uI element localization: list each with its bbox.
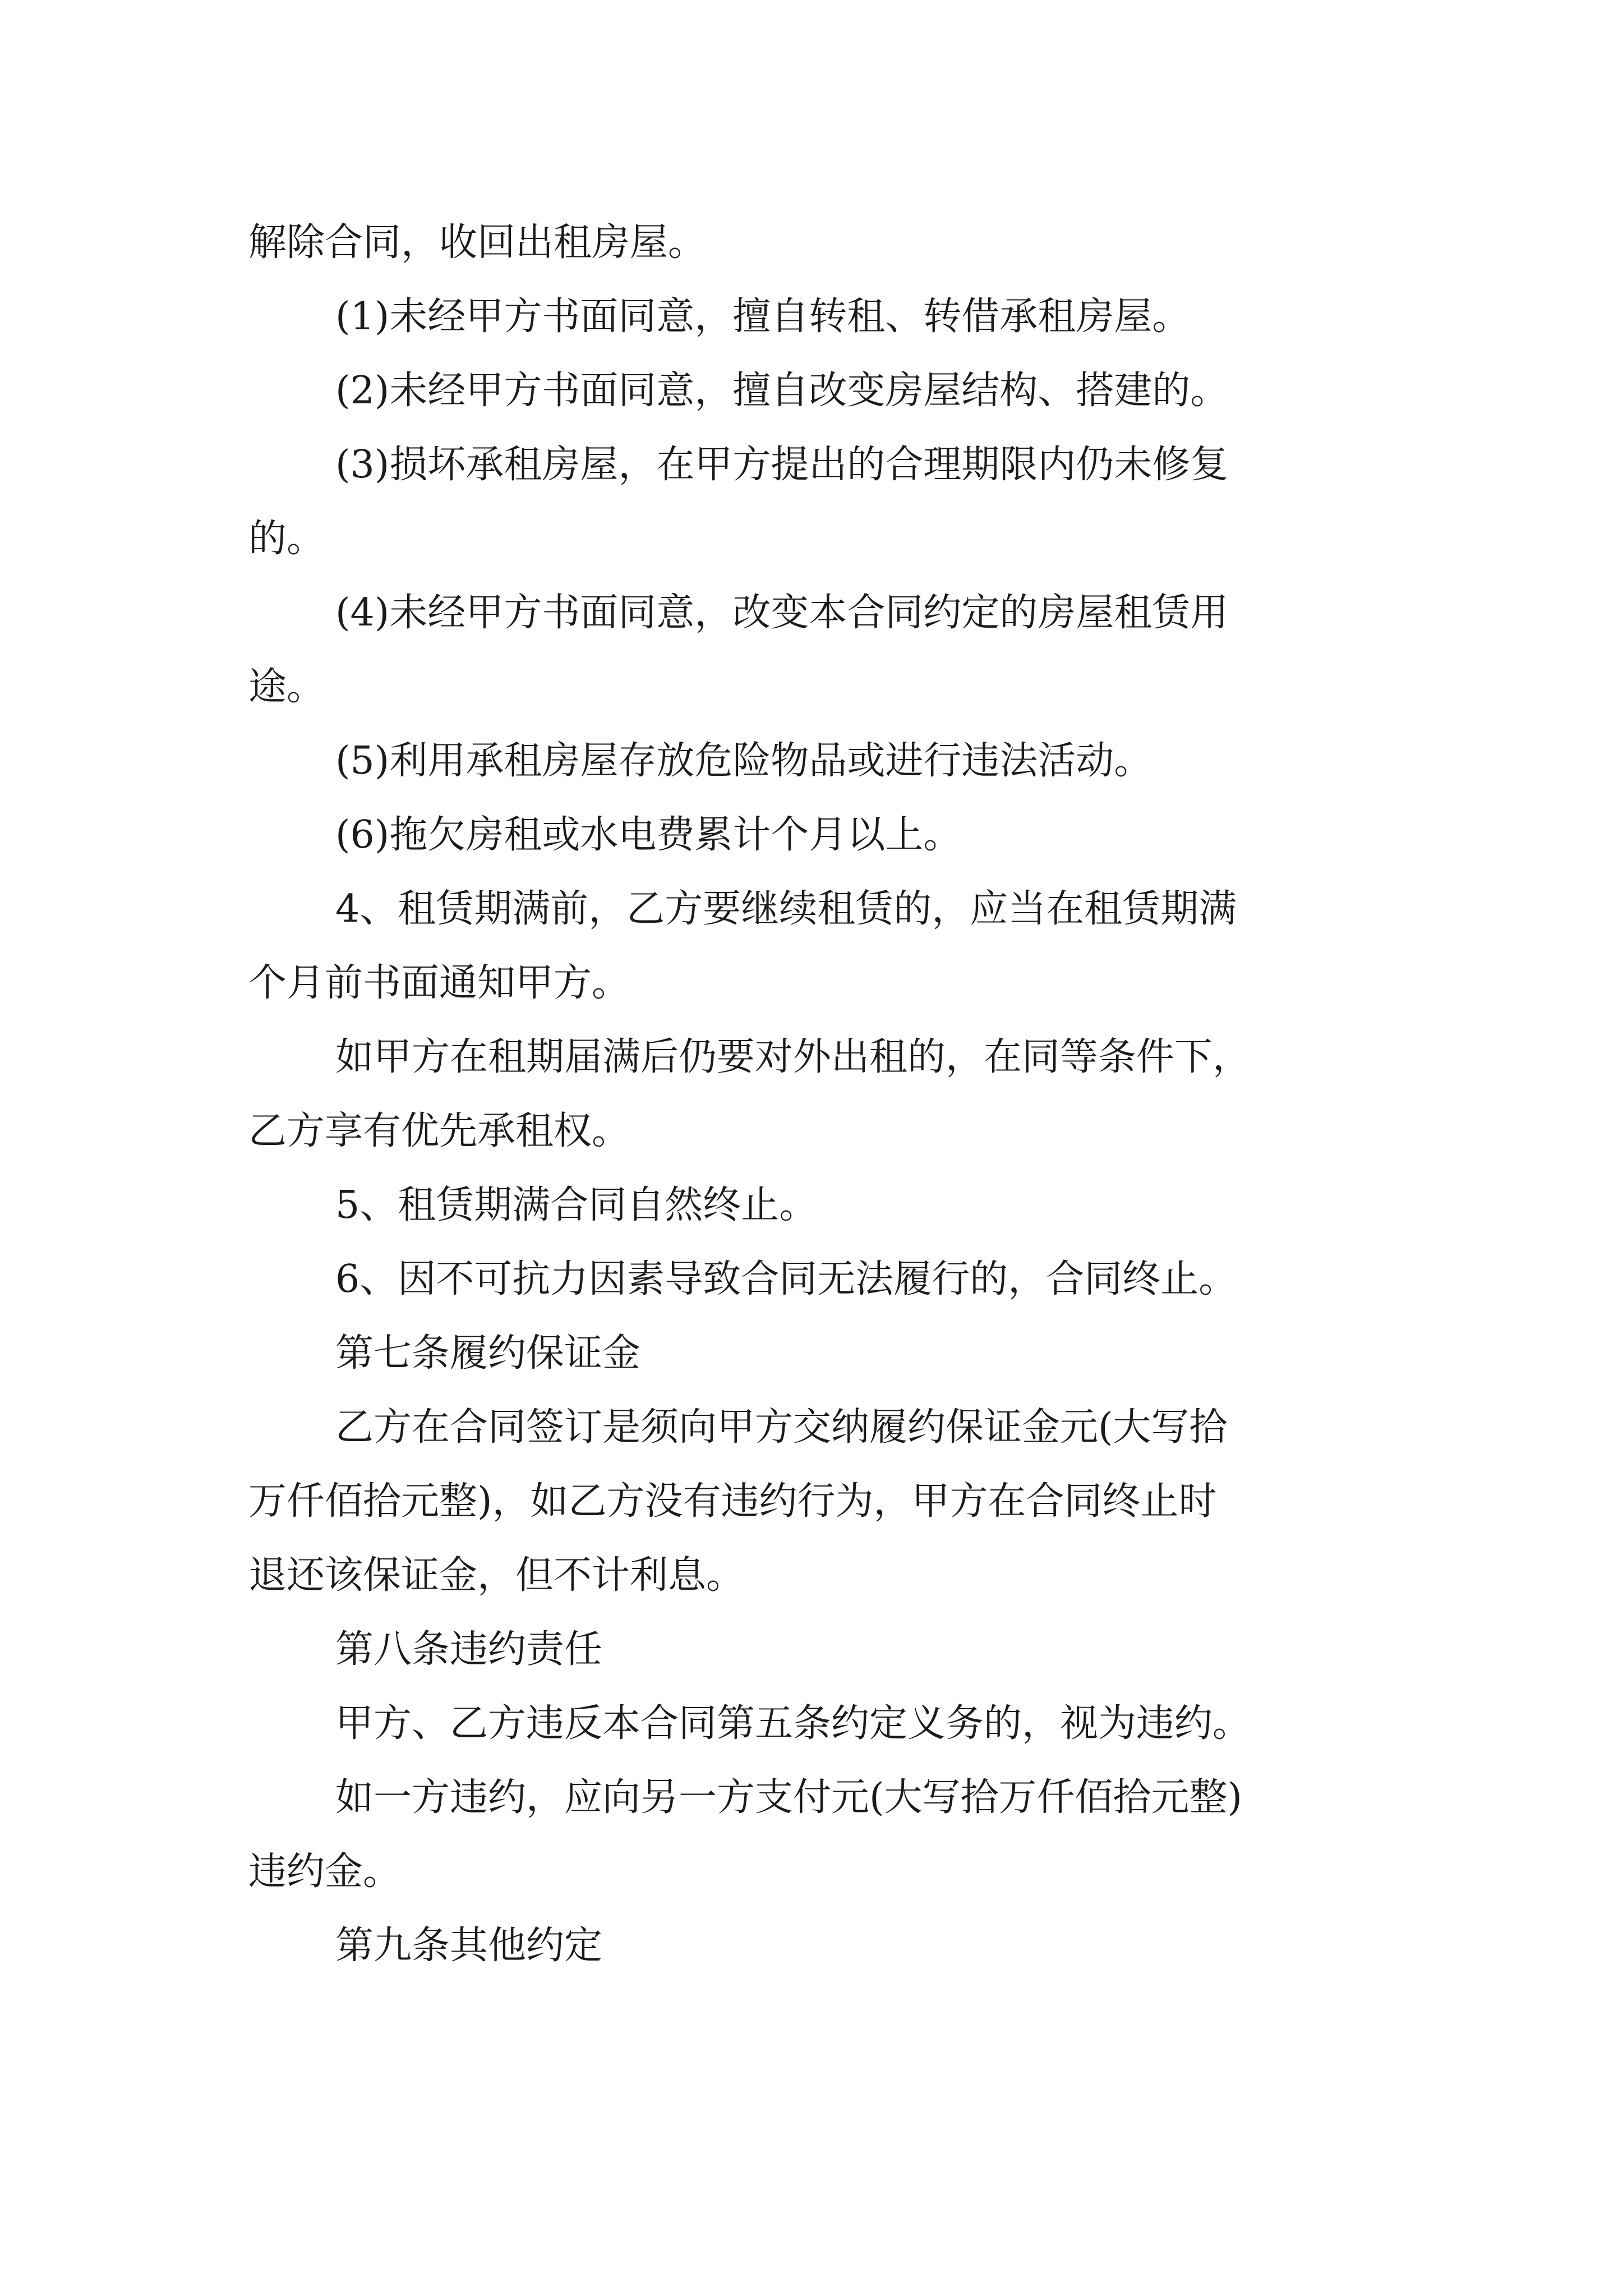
text-line: 如甲方在租期届满后仍要对外出租的，在同等条件下， <box>335 1035 1251 1079</box>
text-line: 如一方违约，应向另一方支付元(大写拾万仟佰拾元整) <box>335 1775 1243 1820</box>
text-line: 4、租赁期满前，乙方要继续租赁的，应当在租赁期满 <box>335 887 1237 931</box>
text-line: (4)未经甲方书面同意，改变本合同约定的房屋租赁用 <box>335 591 1229 635</box>
text-line: 5、租赁期满合同自然终止。 <box>335 1183 818 1227</box>
text-line: 甲方、乙方违反本合同第五条约定义务的，视为违约。 <box>335 1701 1251 1746</box>
text-line: 个月前书面通知甲方。 <box>248 961 630 1005</box>
section-heading: 第八条违约责任 <box>335 1627 603 1672</box>
text-line: 万仟佰拾元整)，如乙方没有违约行为，甲方在合同终止时 <box>248 1479 1217 1524</box>
text-line: 乙方在合同签订是须向甲方交纳履约保证金元(大写拾 <box>335 1405 1228 1450</box>
text-line: 解除合同，收回出租房屋。 <box>248 220 707 265</box>
section-heading: 第七条履约保证金 <box>335 1331 641 1375</box>
text-line: (3)损坏承租房屋，在甲方提出的合理期限内仍未修复 <box>335 443 1229 487</box>
text-line: (6)拖欠房租或水电费累计个月以上。 <box>335 813 962 857</box>
text-line: (5)利用承租房屋存放危险物品或进行违法活动。 <box>335 739 1152 783</box>
section-heading: 第九条其他约定 <box>335 1924 603 1968</box>
text-line: 违约金。 <box>248 1849 402 1894</box>
text-line: 6、因不可抗力因素导致合同无法履行的，合同终止。 <box>335 1257 1237 1301</box>
text-line: 退还该保证金，但不计利息。 <box>248 1553 745 1598</box>
text-line: 途。 <box>248 665 325 709</box>
text-line: (2)未经甲方书面同意，擅自改变房屋结构、搭建的。 <box>335 369 1229 413</box>
text-line: 的。 <box>248 517 325 561</box>
text-line: 乙方享有优先承租权。 <box>248 1109 630 1153</box>
text-line: (1)未经甲方书面同意，擅自转租、转借承租房屋。 <box>335 295 1191 339</box>
